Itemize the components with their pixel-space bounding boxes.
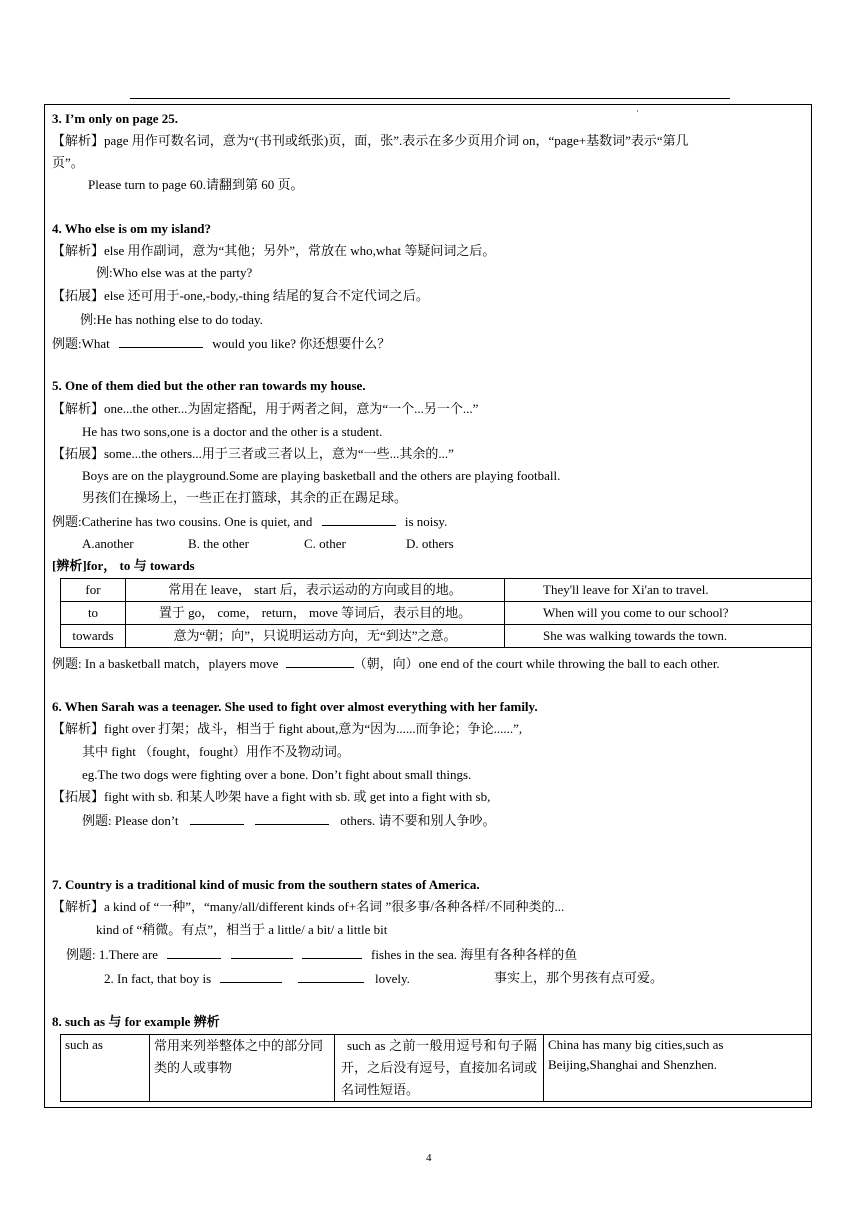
table-row [61,602,812,625]
s4-line4: 例:He has nothing else to do today. [80,312,263,327]
s5-line4: Boys are on the playground.Some are playing basketball and the others are playing football. [82,468,561,483]
table-cell-usage: 常用在 leave， start 后，表示运动的方向或目的地。 [126,579,505,602]
s7-blank-3[interactable] [302,946,362,959]
s5-bianxi-title: [辨析]for， to 与 towards [52,558,195,573]
s4-exercise [52,335,390,352]
s5-option-c: C. other [304,536,346,551]
s5-option-d: D. others [406,536,454,551]
s5-option-b: B. the other [188,536,250,551]
s7-blank-4[interactable] [220,970,282,983]
table-cell-word: for [61,579,126,602]
s5-exercise [52,513,447,530]
table-cell-word: towards [61,625,126,648]
s6-blank-1[interactable] [190,812,244,825]
s6-title: 6. When Sarah was a teenager. She used to fight over almost everything with her family. [52,699,538,714]
s7-exercise1 [66,946,577,963]
s4-title: 4. Who else is om my island? [52,221,212,236]
s7-exercise1-a: 例题: 1.There are [66,947,159,962]
s6-line1: 【解析】fight over 打架；战斗，相当于 fight about,意为“因为......而争论；争论......”, [52,721,523,736]
s4-exercise-b: would you like? 你还想要什么？ [212,336,391,351]
s7-blank-1[interactable] [167,946,221,959]
header-rule [130,98,730,99]
table-cell-example: China has many big cities,such as Beijing,Shanghai and Shenzhen. [544,1035,812,1102]
s5-line2: He has two sons,one is a doctor and the other is a student. [82,424,383,439]
table-cell-usage: 置于 go， come， return， move 等词后，表示目的地。 [126,602,505,625]
s5-option-a: A.another [82,536,134,551]
s6-blank-2[interactable] [255,812,329,825]
s7-exercise2-translation: 事实上，那个男孩有点可爱。 [494,970,664,985]
table-cell-example: They'll leave for Xi'an to travel. [505,579,812,602]
s5-example-blank[interactable] [286,655,354,668]
s7-exercise2-a: 2. In fact, that boy is [104,971,212,986]
s6-exercise-b: others. 请不要和别人争吵。 [340,813,496,828]
s7-blank-2[interactable] [231,946,293,959]
header-dot: · [636,106,639,116]
s6-line2: 其中 fight （fought，fought）用作不及物动词。 [82,744,350,759]
s6-exercise [82,812,496,829]
table-cell-word: to [61,602,126,625]
s4-line2: 例:Who else was at the party? [96,265,253,280]
s5-example-b: （朝，向）one end of the court while throwing the ball to each other. [353,656,720,671]
s7-blank-5[interactable] [298,970,364,983]
s3-line2: 页”。 [52,155,84,170]
such-as-table [60,1034,812,1102]
table-row [61,579,812,602]
s7-line1: 【解析】a kind of “一种”，“many/all/different kinds of+名词 ”很多事/各种各样/不同种类的... [52,899,565,914]
s4-line1: 【解析】else 用作副词，意为“其他；另外”，常放在 who,what 等疑问词之后。 [52,243,496,258]
s3-title: 3. I’m only on page 25. [52,111,179,126]
s3-line3: Please turn to page 60.请翻到第 60 页。 [88,177,304,192]
s7-exercise2 [104,970,410,987]
s5-example-a: 例题: In a basketball match，players move [52,656,279,671]
table-row [61,1035,812,1102]
s5-line5: 男孩们在操场上，一些正在打篮球，其余的正在踢足球。 [82,490,408,505]
s5-blank[interactable] [322,513,396,526]
for-to-towards-table [60,578,812,648]
s4-blank[interactable] [119,335,203,348]
page-number: 4 [426,1152,432,1164]
table-cell-note: such as 之前一般用逗号和句子隔开，之后没有逗号，直接加名词或名词性短语。 [335,1035,544,1102]
table-row [61,625,812,648]
s6-line4: 【拓展】fight with sb. 和某人吵架 have a fight with sb. 或 get into a fight with sb, [52,789,491,804]
s5-exercise-b: is noisy. [404,514,448,529]
s7-title: 7. Country is a traditional kind of music from the southern states of America. [52,877,480,892]
table-cell-usage: 常用来列举整体之中的部分同类的人或事物 [150,1035,335,1102]
s6-line3: eg.The two dogs were fighting over a bone. Don’t fight about small things. [82,767,472,782]
table-cell-word: such as [61,1035,150,1102]
table-cell-usage: 意为“朝；向”，只说明运动方向，无“到达”之意。 [126,625,505,648]
s5-title: 5. One of them died but the other ran towards my house. [52,378,366,393]
table-cell-example: When will you come to our school? [505,602,812,625]
s6-exercise-a: 例题: Please don’t [82,813,179,828]
s3-line1: 【解析】page 用作可数名词，意为“(书刊或纸张)页，面，张”.表示在多少页用介词 on，“page+基数词”表示“第几 [52,133,689,148]
s7-line2: kind of “稍微。有点”，相当于 a little/ a bit/ a little bit [96,922,388,937]
s5-line3: 【拓展】some...the others...用于三者或三者以上，意为“一些...其余的...” [52,446,454,461]
s5-line1: 【解析】one...the other...为固定搭配，用于两者之间，意为“一个...另一个...” [52,401,479,416]
s5-exercise-a: 例题:Catherine has two cousins. One is quiet, and [52,514,313,529]
table-cell-example: She was walking towards the town. [505,625,812,648]
s4-line3: 【拓展】else 还可用于-one,-body,-thing 结尾的复合不定代词之后。 [52,288,429,303]
s8-title: 8. such as 与 for example 辨析 [52,1014,220,1029]
s5-example [52,655,720,672]
s7-exercise2-b: lovely. [374,971,410,986]
s7-exercise1-b: fishes in the sea. 海里有各种各样的鱼 [371,947,578,962]
s4-exercise-a: 例题:What [52,336,110,351]
